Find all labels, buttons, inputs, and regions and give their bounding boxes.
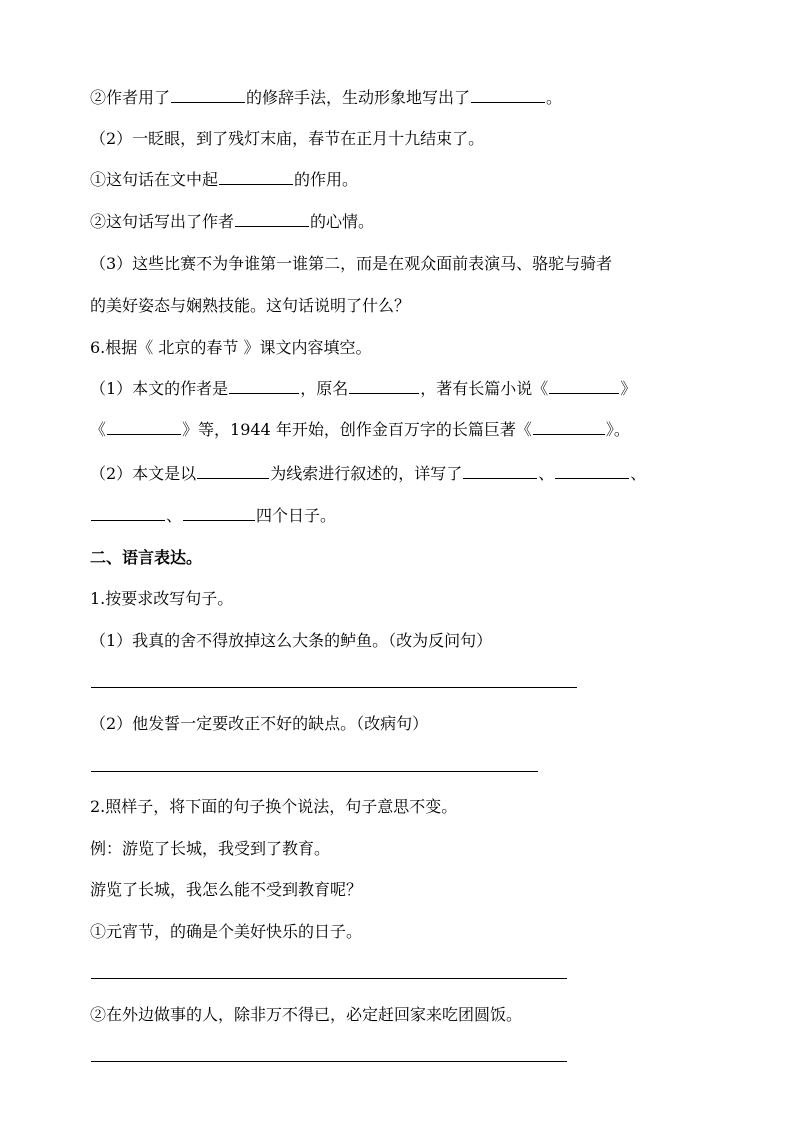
q5-item2-sub1	[90, 170, 358, 190]
q1-title: 1.按要求改写句子。	[90, 589, 234, 608]
q6-title: 6.根据《 北京的春节 》课文内容填空。	[90, 338, 372, 357]
fill-blank[interactable]	[235, 212, 309, 227]
text-segment: ①这句话在文中起	[90, 170, 219, 189]
text-segment: （1）本文的作者是	[90, 379, 229, 398]
text-segment: 四个日子。	[256, 506, 337, 525]
fill-blank[interactable]	[171, 88, 245, 103]
text-segment: 》等，1944 年开始，创作金百万字的长篇巨著《	[182, 420, 532, 439]
q2-item2: ②在外边做事的人，除非万不得已，必定赶回家来吃团圆饭。	[90, 1005, 523, 1024]
text-segment: ，原名	[300, 379, 349, 398]
fill-blank[interactable]	[349, 379, 419, 394]
q2-item1: ①元宵节，的确是个美好快乐的日子。	[90, 922, 363, 941]
q2-example-line1: 例：游览了长城，我受到了教育。	[90, 839, 331, 858]
section-title: 二、语言表达。	[90, 548, 203, 567]
q5-item2: （2）一眨眼，到了残灯末庙，春节在正月十九结束了。	[90, 129, 485, 148]
fill-blank[interactable]	[229, 379, 299, 394]
q5-item3-line1: （3）这些比赛不为争谁第一谁第二，而是在观众面前表演马、骆驼与骑者	[90, 254, 613, 273]
fill-blank[interactable]	[463, 464, 537, 479]
text-segment: 》。	[605, 420, 630, 439]
q5-item3-line2: 的美好姿态与娴熟技能。这句话说明了什么？	[90, 296, 411, 315]
text-segment: ②作者用了	[90, 88, 171, 107]
q1-sub2: （2）他发誓一定要改正不好的缺点。（改病句）	[90, 714, 429, 733]
q2-title: 2.照样子，将下面的句子换个说法，句子意思不变。	[90, 797, 458, 816]
q1-sub1: （1）我真的舍不得放掉这么大条的鲈鱼。（改为反问句）	[90, 631, 493, 650]
q2-example-line2: 游览了长城，我怎么能不受到教育呢？	[90, 880, 363, 899]
answer-line[interactable]	[91, 687, 577, 688]
answer-line[interactable]	[91, 771, 538, 772]
text-segment: 的心情。	[310, 212, 375, 231]
q6-sub2-line1	[90, 464, 646, 484]
fill-blank[interactable]	[555, 464, 629, 479]
fill-blank[interactable]	[219, 170, 293, 185]
fill-blank[interactable]	[107, 420, 181, 435]
fill-blank[interactable]	[471, 88, 545, 103]
text-segment: ②这句话写出了作者	[90, 212, 235, 231]
fill-blank[interactable]	[533, 420, 605, 435]
fill-blank[interactable]	[549, 379, 619, 394]
q6-sub1-line1	[90, 379, 636, 399]
q6-sub1-line2	[90, 420, 630, 440]
text-segment: （2）本文是以	[90, 464, 197, 483]
text-segment: 。	[546, 88, 563, 107]
q5-item1-sub2	[90, 88, 562, 108]
text-segment: 《	[90, 420, 107, 439]
text-segment: 为线索进行叙述的，详写了	[270, 464, 463, 483]
fill-blank[interactable]	[197, 464, 269, 479]
q5-item2-sub2	[90, 212, 374, 232]
text-segment: 的修辞手法，生动形象地写出了	[246, 88, 471, 107]
text-segment: 》	[620, 379, 637, 398]
text-segment: 的作用。	[294, 170, 359, 189]
text-segment: 、	[630, 464, 647, 483]
fill-blank[interactable]	[183, 506, 255, 521]
answer-line[interactable]	[91, 978, 567, 979]
text-segment: 、	[166, 506, 183, 525]
fill-blank[interactable]	[91, 506, 165, 521]
answer-line[interactable]	[91, 1061, 567, 1062]
q6-sub2-line2	[90, 506, 336, 526]
text-segment: 、	[538, 464, 555, 483]
text-segment: ，著有长篇小说《	[420, 379, 549, 398]
